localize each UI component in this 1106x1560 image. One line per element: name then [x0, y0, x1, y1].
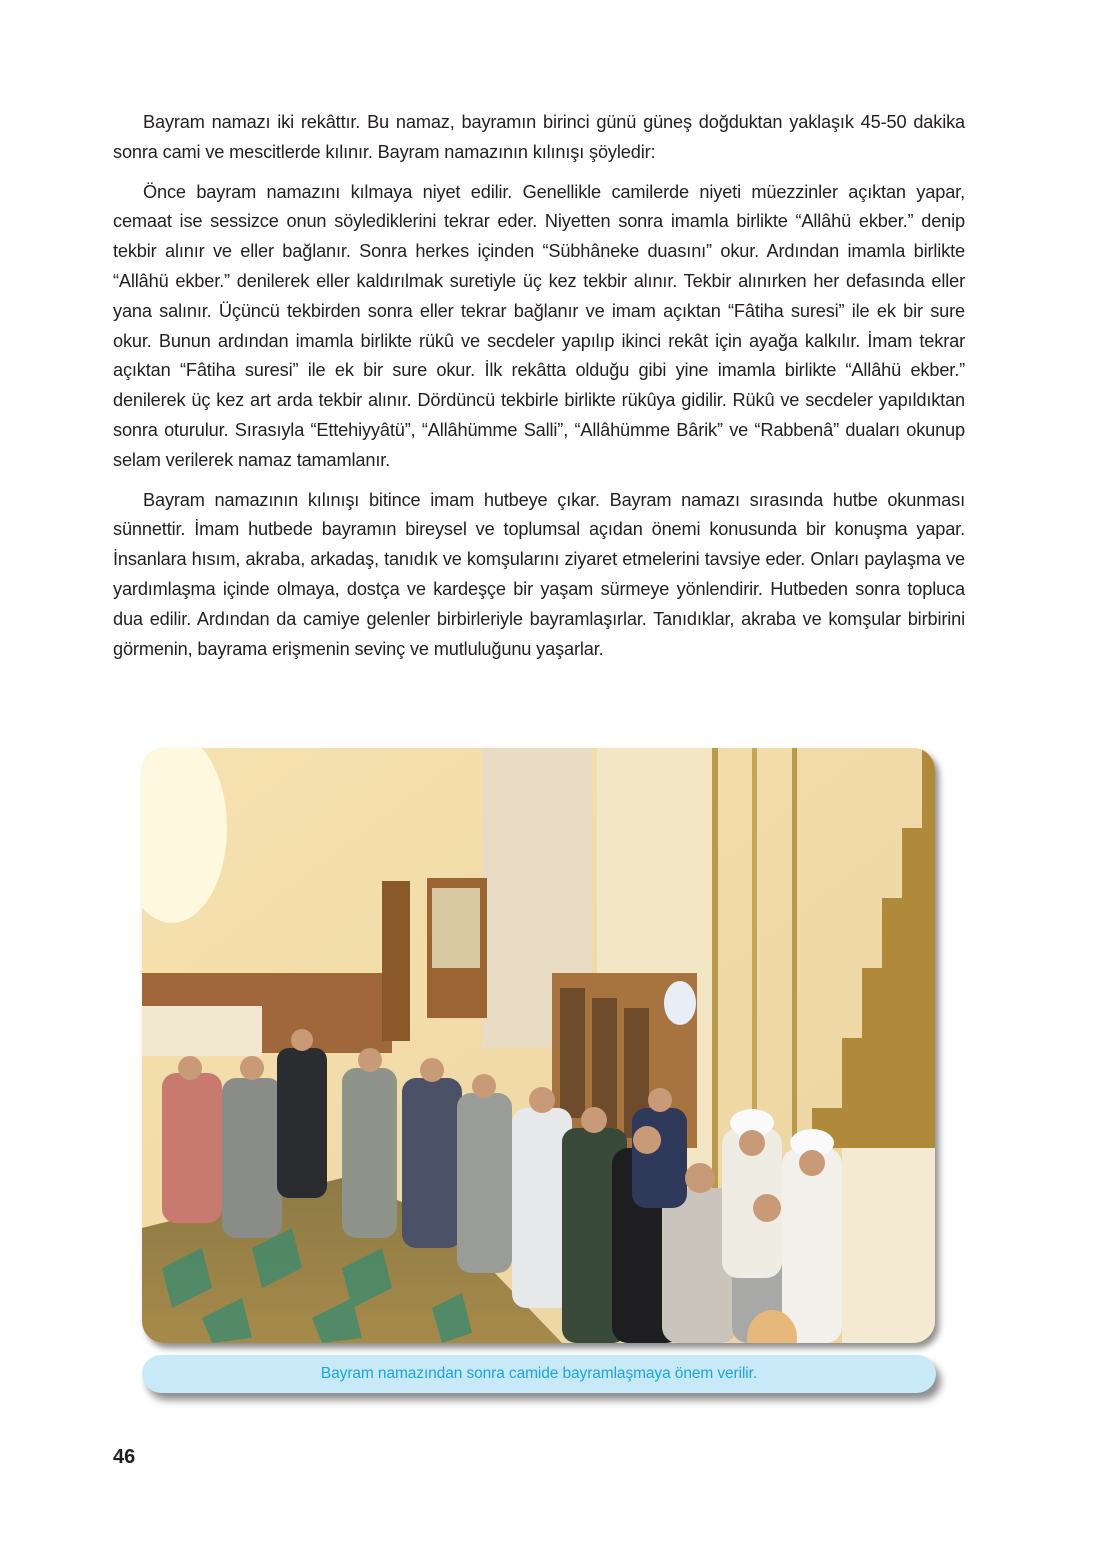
mosque-interior-illustration	[142, 748, 935, 1343]
body-text	[113, 108, 965, 674]
paragraph-intro: Bayram namazı iki rekâttır. Bu namaz, bayramın birinci günü güneş doğduktan yaklaşık 45-50 dakika sonra cami ve mescitlerde kılınır. Bayram namazının kılınışı şöyledir:	[113, 112, 965, 162]
paragraph-prayer-steps: Önce bayram namazını kılmaya niyet edilir. Genellikle camilerde niyeti müezzinler açıktan yapar, cemaat ise sessizce onun söylediklerini tekrar eder. Niyetten sonra imamla birlikte “Allâhü ekber.” denip tekbir alınır ve eller bağlanır. Sonra herkes içinden “Sübhâneke duasını” okur. Ardından imamla birlikte “Allâhü ekber.” denilerek eller kaldırılmak suretiyle üç kez tekbir alınır. Tekbir alınırken her defasında eller yana salınır. Üçüncü tekbirden sonra eller tekrar bağlanır ve imam açıktan “Fâtiha suresi” ile ek bir sure okur. Bunun ardından imamla birlikte rükû ve secdeler yapılıp ikinci rekât için ayağa kalkılır. İmam tekrar açıktan “Fâtiha suresi” ile ek bir sure okur. İlk rekâtta olduğu gibi yine imamla birlikte “Allâhü ekber.” denilerek üç kez art arda tekbir alınır. Dördüncü tekbirle birlikte rükûya gidilir. Rükû ve secdeler yapıldıktan sonra oturulur. Sırasıyla “Ettehiyyâtü”, “Allâhümme Salli”, “Allâhümme Bârik” ve “Rabbenâ” duaları okunup selam verilerek namaz tamamlanır.	[113, 181, 965, 470]
figure-caption: Bayram namazından sonra camide bayramlaşmaya önem verilir.	[320, 1365, 758, 1382]
paragraph-sermon: Bayram namazının kılınışı bitince imam hutbeye çıkar. Bayram namazı sırasında hutbe okunması sünnettir. İmam hutbede bayramın bireysel ve toplumsal açıdan önemi konusunda bir konuşma yapar. İnsanlara hısım, akraba, arkadaş, tanıdık ve komşularını ziyaret etmelerini tavsiye eder. Onları paylaşma ve yardımlaşma içinde olmaya, dostça ve kardeşçe bir yaşam sürmeye yönlendirir. Hutbeden sonra topluca dua edilir. Ardından da camiye gelenler birbirleriyle bayramlaşırlar. Tanıdıklar, akraba ve komşular birbirini görmenin, bayrama erişmenin sevinç ve mutluluğunu yaşarlar.	[113, 489, 965, 659]
page-number: 46	[113, 1446, 136, 1468]
mosque-photo	[142, 748, 935, 1343]
figure-caption-bar	[142, 1355, 936, 1393]
